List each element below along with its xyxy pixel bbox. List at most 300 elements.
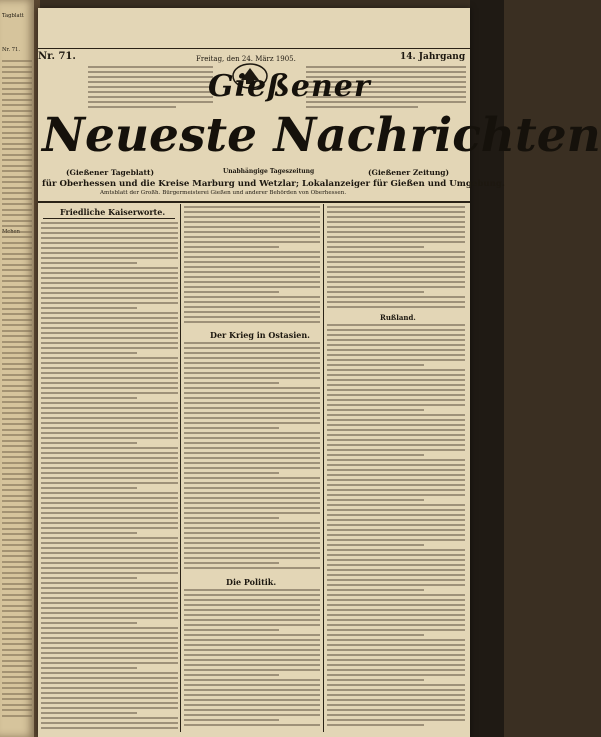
text-line <box>41 452 178 454</box>
left-page-text-line <box>2 126 32 128</box>
text-line <box>184 246 279 248</box>
text-line <box>41 377 178 379</box>
text-line <box>41 287 178 289</box>
text-line <box>41 702 178 704</box>
text-line <box>41 602 178 604</box>
text-line <box>41 632 178 634</box>
text-line <box>88 81 213 83</box>
left-page-text-line <box>2 247 32 249</box>
left-page-text-line <box>2 489 32 491</box>
text-line <box>327 266 465 268</box>
left-page-text-line <box>2 231 32 233</box>
left-page-text-line <box>2 676 32 678</box>
text-line <box>184 537 320 539</box>
text-line <box>327 554 465 556</box>
text-line <box>327 649 465 651</box>
text-line <box>327 271 465 273</box>
text-line <box>184 614 320 616</box>
text-line <box>41 717 178 719</box>
text-line <box>327 344 465 346</box>
left-page-text-line <box>2 434 32 436</box>
text-line <box>184 387 320 389</box>
text-line <box>184 266 320 268</box>
text-line <box>327 286 465 288</box>
text-line <box>184 427 279 429</box>
text-line <box>184 221 320 223</box>
text-line <box>184 522 320 524</box>
text-line <box>41 397 137 399</box>
text-line <box>88 96 213 98</box>
text-line <box>184 271 320 273</box>
left-page-text-line <box>2 396 32 398</box>
text-line <box>327 251 465 253</box>
left-page-text-line <box>2 616 32 618</box>
left-page-text-line <box>2 462 32 464</box>
text-line <box>41 292 178 294</box>
text-line <box>41 527 178 529</box>
text-line <box>327 354 465 356</box>
left-page-text-line <box>2 66 32 68</box>
text-line <box>184 231 320 233</box>
text-line <box>327 211 465 213</box>
text-line <box>184 422 320 424</box>
text-line <box>41 317 178 319</box>
text-line <box>184 477 320 479</box>
text-line <box>327 236 465 238</box>
text-line <box>327 624 465 626</box>
text-line <box>327 221 465 223</box>
left-page-text-line <box>2 588 32 590</box>
text-line <box>327 719 465 721</box>
left-page-text-line <box>2 324 32 326</box>
text-line <box>184 362 320 364</box>
text-line <box>184 372 320 374</box>
text-line <box>184 301 320 303</box>
text-line <box>327 539 465 541</box>
left-page-text-line <box>2 511 32 513</box>
left-page-text-line <box>2 621 32 623</box>
official-line: Amtsblatt der Großh. Bürgermeisterei Gießen und anderer Behörden von Oberhessen. <box>100 190 347 196</box>
left-page-text-line <box>2 390 32 392</box>
left-page-text-line <box>2 269 32 271</box>
left-page-text-line <box>2 286 32 288</box>
text-line <box>41 677 178 679</box>
text-line <box>41 237 178 239</box>
text-line <box>184 432 320 434</box>
left-page-text-line <box>2 456 32 458</box>
text-line <box>184 321 320 323</box>
text-line <box>184 714 320 716</box>
text-line <box>327 301 465 303</box>
text-line <box>327 454 424 456</box>
left-page-text-line <box>2 379 32 381</box>
text-line <box>327 306 465 308</box>
text-line <box>327 634 424 636</box>
text-line <box>327 281 465 283</box>
left-page-text-line <box>2 682 32 684</box>
text-line <box>327 594 465 596</box>
left-page-text-line <box>2 610 32 612</box>
text-line <box>327 549 465 551</box>
text-line <box>327 629 465 631</box>
text-line <box>184 347 320 349</box>
text-line <box>41 442 137 444</box>
text-line <box>184 316 320 318</box>
text-line <box>184 276 320 278</box>
text-line <box>184 417 320 419</box>
left-page-text-line <box>2 550 32 552</box>
text-line <box>184 397 320 399</box>
column-2-text-bottom <box>184 589 320 730</box>
left-page-text-line <box>2 533 32 535</box>
text-line <box>184 542 320 544</box>
left-page-text-line <box>2 71 32 73</box>
left-page-text-line <box>2 544 32 546</box>
left-page-text-line <box>2 528 32 530</box>
text-line <box>41 262 137 264</box>
text-line <box>327 464 465 466</box>
left-page-text-line <box>2 192 32 194</box>
subtitle-left: (Gießener Tageblatt) <box>66 168 155 177</box>
text-line <box>41 477 178 479</box>
text-line <box>184 684 320 686</box>
text-line <box>327 409 424 411</box>
left-page-text-line <box>2 715 32 717</box>
text-line <box>41 357 178 359</box>
text-line <box>41 612 178 614</box>
text-line <box>41 582 178 584</box>
left-page-text-line <box>2 352 32 354</box>
text-line <box>184 437 320 439</box>
text-line <box>327 424 465 426</box>
text-line <box>41 642 178 644</box>
text-line <box>184 557 320 559</box>
text-line <box>184 357 320 359</box>
text-line <box>41 372 178 374</box>
text-line <box>41 462 178 464</box>
left-page-text-line <box>2 110 32 112</box>
text-line <box>184 502 320 504</box>
left-page-text-line <box>2 209 32 211</box>
text-line <box>327 534 465 536</box>
left-page-text-line <box>2 187 32 189</box>
left-page-text-line <box>2 484 32 486</box>
text-line <box>41 687 178 689</box>
text-line <box>41 617 178 619</box>
text-line <box>41 517 178 519</box>
text-line <box>184 226 320 228</box>
text-line <box>184 674 279 676</box>
text-line <box>41 697 178 699</box>
text-line <box>184 452 320 454</box>
text-line <box>41 512 178 514</box>
text-line <box>184 679 320 681</box>
left-page-text-line <box>2 451 32 453</box>
left-page-text-line <box>2 517 32 519</box>
left-page-text-line <box>2 313 32 315</box>
text-line <box>327 519 465 521</box>
text-line <box>184 216 320 218</box>
left-page-fragment-1: Tagblatt <box>2 13 24 19</box>
text-line <box>327 231 465 233</box>
text-line <box>41 282 178 284</box>
left-page-text-line <box>2 335 32 337</box>
text-line <box>41 692 178 694</box>
left-page-text-line <box>2 236 32 238</box>
left-page-text-line <box>2 643 32 645</box>
text-line <box>327 414 465 416</box>
left-page-text-line <box>2 599 32 601</box>
text-line <box>327 374 465 376</box>
article-heading-politik: Die Politik. <box>226 577 277 587</box>
text-line <box>327 559 465 561</box>
text-line <box>327 499 424 501</box>
left-page-text-line <box>2 297 32 299</box>
text-line <box>41 487 137 489</box>
text-line <box>41 402 178 404</box>
left-page-text-line <box>2 407 32 409</box>
left-page-text-line <box>2 412 32 414</box>
text-line <box>184 609 320 611</box>
text-line <box>184 664 320 666</box>
left-page-text-line <box>2 709 32 711</box>
text-line <box>327 246 424 248</box>
text-line <box>41 647 178 649</box>
left-page-text-line <box>2 555 32 557</box>
text-line <box>184 472 279 474</box>
text-line <box>184 482 320 484</box>
text-line <box>327 599 465 601</box>
text-line <box>327 449 465 451</box>
text-line <box>327 324 465 326</box>
left-page-text-line <box>2 82 32 84</box>
left-page-text-line <box>2 561 32 563</box>
text-line <box>41 277 178 279</box>
text-line <box>184 412 320 414</box>
text-line <box>88 71 213 73</box>
left-page-text-line <box>2 280 32 282</box>
text-line <box>327 379 465 381</box>
text-line <box>41 622 137 624</box>
text-line <box>41 447 178 449</box>
left-page-text-line <box>2 181 32 183</box>
text-line <box>184 659 320 661</box>
text-line <box>41 392 178 394</box>
text-line <box>184 306 320 308</box>
left-page-text-line <box>2 467 32 469</box>
text-line <box>41 682 178 684</box>
text-line <box>41 467 178 469</box>
text-line <box>88 76 213 78</box>
masthead-title: Neueste Nachrichten <box>42 108 601 163</box>
left-page-text-line <box>2 104 32 106</box>
left-page-text-line <box>2 176 32 178</box>
text-line <box>41 267 178 269</box>
text-line <box>41 362 178 364</box>
text-line <box>184 467 320 469</box>
text-line <box>41 307 137 309</box>
left-page-text-line <box>2 440 32 442</box>
text-line <box>327 564 465 566</box>
text-line <box>184 457 320 459</box>
text-line <box>327 359 465 361</box>
left-page-text-line <box>2 583 32 585</box>
text-line <box>184 291 279 293</box>
left-page-text-line <box>2 214 32 216</box>
left-page-text-line <box>2 368 32 370</box>
text-line <box>327 434 465 436</box>
left-page-text-line <box>2 159 32 161</box>
text-line <box>184 487 320 489</box>
text-line <box>327 364 424 366</box>
text-line <box>327 369 465 371</box>
text-line <box>327 589 424 591</box>
text-line <box>327 459 465 461</box>
left-page-text-line <box>2 253 32 255</box>
text-line <box>327 604 465 606</box>
left-page-text-line <box>2 473 32 475</box>
text-line <box>41 547 178 549</box>
text-line <box>41 352 137 354</box>
text-line <box>184 507 320 509</box>
text-line <box>184 599 320 601</box>
text-line <box>41 592 178 594</box>
text-line <box>41 257 178 259</box>
text-line <box>41 367 178 369</box>
text-line <box>41 627 178 629</box>
text-line <box>327 639 465 641</box>
text-line <box>41 662 178 664</box>
left-page-text-line <box>2 385 32 387</box>
text-line <box>41 327 178 329</box>
text-line <box>41 407 178 409</box>
text-line <box>41 722 178 724</box>
text-line <box>327 544 424 546</box>
text-line <box>327 256 465 258</box>
text-line <box>327 439 465 441</box>
text-line <box>41 412 178 414</box>
text-line <box>184 377 320 379</box>
text-line <box>327 644 465 646</box>
left-page-text-line <box>2 445 32 447</box>
text-line <box>327 389 465 391</box>
text-line <box>184 407 320 409</box>
text-line <box>184 649 320 651</box>
article-heading-russland: Rußland. <box>380 313 416 322</box>
text-line <box>327 484 465 486</box>
left-page-text-line <box>2 665 32 667</box>
text-line <box>41 312 178 314</box>
text-line <box>184 517 279 519</box>
text-line <box>327 574 465 576</box>
text-line <box>306 66 466 68</box>
text-line <box>41 342 178 344</box>
text-line <box>184 447 320 449</box>
text-line <box>327 404 465 406</box>
text-line <box>184 382 279 384</box>
left-page-text-line <box>2 693 32 695</box>
text-line <box>184 367 320 369</box>
left-page-text-line <box>2 654 32 656</box>
column-2-text-top <box>184 206 320 328</box>
text-line <box>41 572 178 574</box>
text-line <box>41 252 178 254</box>
text-line <box>184 281 320 283</box>
left-page-text-line <box>2 121 32 123</box>
left-page-text-line <box>2 88 32 90</box>
text-line <box>41 657 178 659</box>
text-line <box>327 394 465 396</box>
text-line <box>327 709 465 711</box>
left-page-text-line <box>2 374 32 376</box>
text-line <box>41 332 178 334</box>
left-page-text-line <box>2 330 32 332</box>
text-line <box>184 512 320 514</box>
text-line <box>41 712 137 714</box>
text-line <box>41 707 178 709</box>
column-2-text-middle <box>184 342 320 574</box>
text-line <box>41 607 178 609</box>
text-line <box>184 552 320 554</box>
text-line <box>41 242 178 244</box>
text-line <box>41 522 178 524</box>
text-line <box>41 382 178 384</box>
text-line <box>41 577 137 579</box>
text-line <box>327 291 424 293</box>
text-line <box>327 569 465 571</box>
text-line <box>327 694 465 696</box>
text-line <box>41 227 178 229</box>
text-line <box>327 296 465 298</box>
text-line <box>41 247 178 249</box>
left-page-text-line <box>2 638 32 640</box>
text-line <box>327 714 465 716</box>
left-page-text-line <box>2 143 32 145</box>
left-page-text-line <box>2 704 32 706</box>
text-line <box>41 302 178 304</box>
text-line <box>327 444 465 446</box>
left-page-text-line <box>2 357 32 359</box>
left-page-text-line <box>2 401 32 403</box>
left-page-text-line <box>2 429 32 431</box>
text-line <box>327 609 465 611</box>
volume-label: 14. Jahrgang <box>400 52 466 62</box>
text-line <box>41 597 178 599</box>
left-page-text-line <box>2 566 32 568</box>
text-line <box>327 429 465 431</box>
text-line <box>327 206 465 208</box>
text-line <box>88 101 213 103</box>
left-page-text-line <box>2 242 32 244</box>
text-line <box>41 347 178 349</box>
column-3-text-bottom <box>327 324 465 730</box>
left-page-text-line <box>2 275 32 277</box>
column-3-text-top <box>327 206 465 311</box>
text-line <box>41 492 178 494</box>
text-line <box>41 502 178 504</box>
left-page-text-line <box>2 225 32 227</box>
text-line <box>327 494 465 496</box>
left-page-fragment-2: Nr. 71. <box>2 47 20 53</box>
left-page-text-line <box>2 363 32 365</box>
text-line <box>184 624 320 626</box>
left-page-text-line <box>2 495 32 497</box>
text-line <box>184 694 320 696</box>
left-page-text-line <box>2 539 32 541</box>
left-page-text-line <box>2 115 32 117</box>
text-line <box>184 709 320 711</box>
text-line <box>184 211 320 213</box>
